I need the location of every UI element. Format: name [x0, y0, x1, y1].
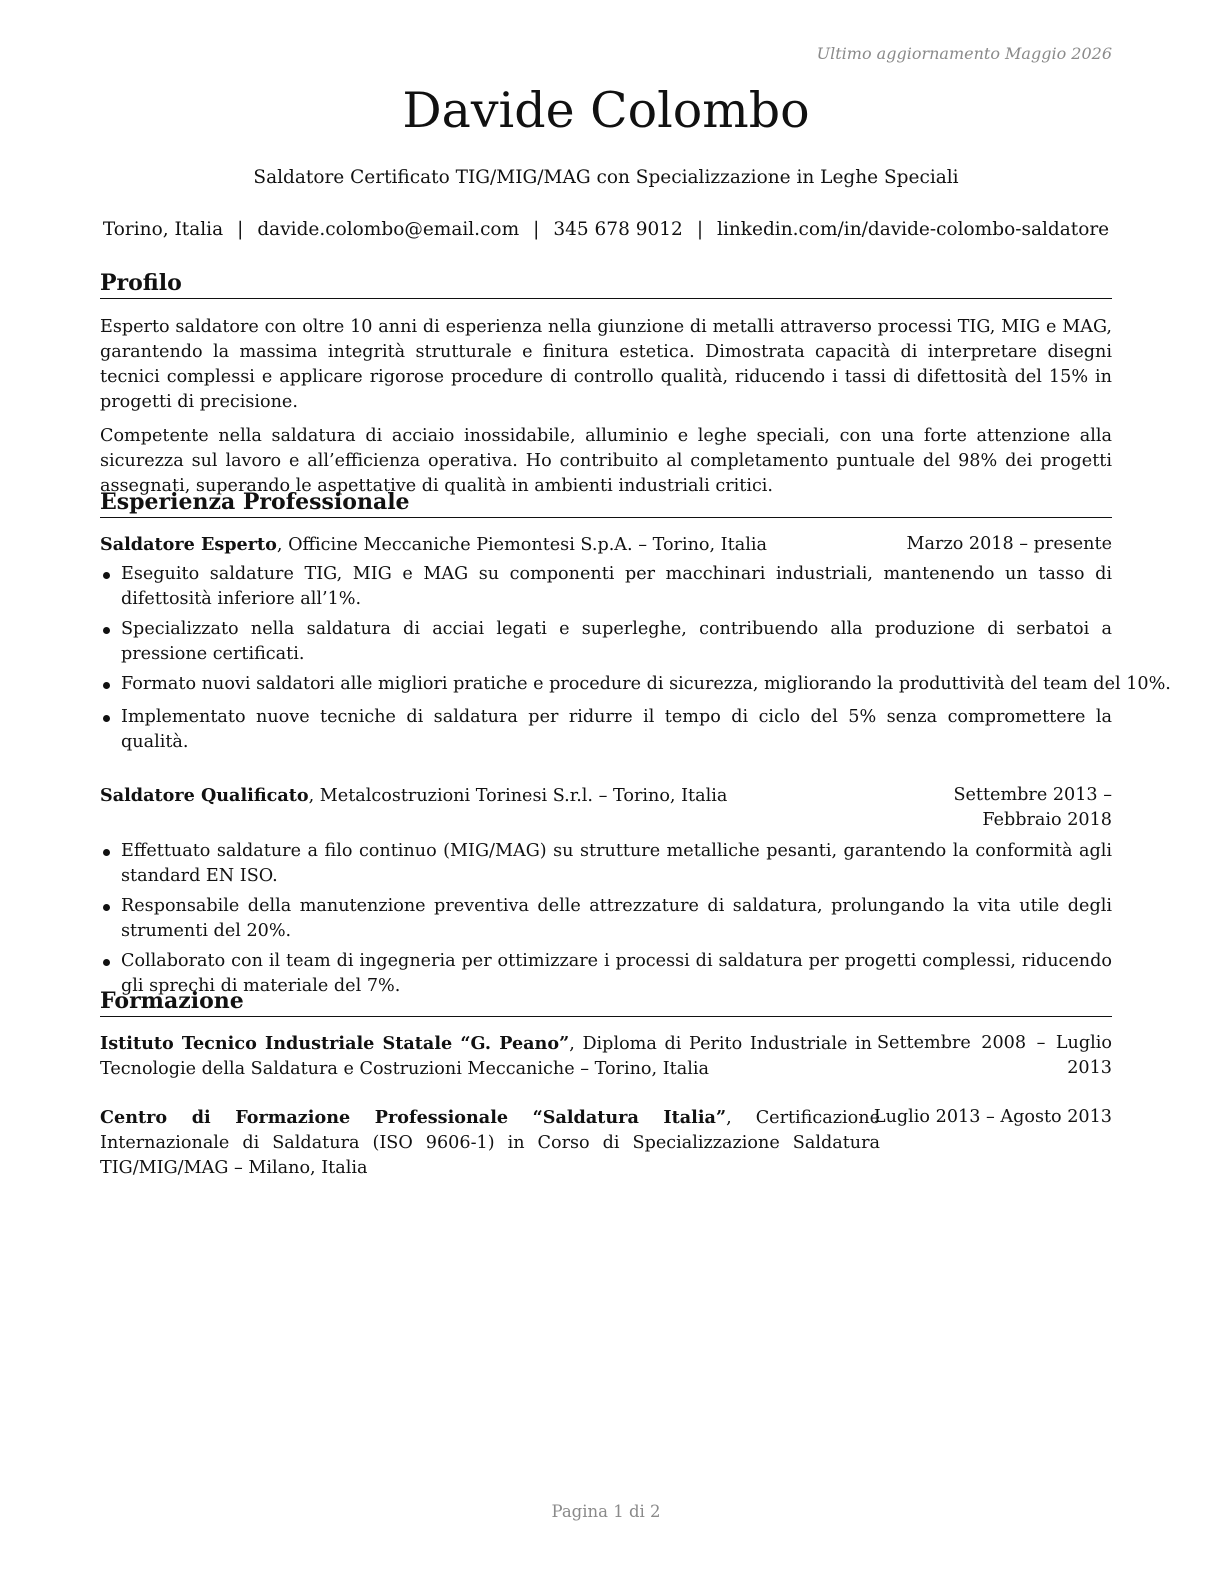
- education-dates: Luglio 2013 – Agosto 2013: [873, 1107, 1112, 1127]
- profile-paragraph: Esperto saldatore con oltre 10 anni di esperienza nella giunzione di metalli attraverso processi TIG, MIG e MAG, garantendo la massima integrità strutturale e finitura estetica. Dimostrata capacità di interpretare disegni tecnici complessi e applicare rigorose procedure di controllo qualità, riducendo i tassi di difettosità del 15% in progetti di precisione.: [100, 317, 1112, 412]
- contact-linkedin[interactable]: linkedin.com/in/davide-colombo-saldatore: [717, 219, 1110, 240]
- education-title: Formazione: [100, 988, 1112, 1017]
- profile-section: [100, 270, 1112, 499]
- last-updated: Ultimo aggiornamento Maggio 2026: [816, 44, 1112, 63]
- job-company: , Officine Meccaniche Piemontesi S.p.A. – Torino, Italia: [276, 535, 767, 555]
- candidate-subtitle: Saldatore Certificato TIG/MIG/MAG con Specializzazione in Leghe Speciali: [253, 167, 959, 188]
- job-dates: Settembre 2013 – Febbraio 2018: [953, 785, 1112, 830]
- job-role: Saldatore Qualificato: [100, 785, 309, 806]
- experience-section: [100, 489, 1171, 999]
- education-detail: , Certificazione Internazionale di Saldatura (ISO 9606-1) in Corso di Specializzazione Saldatura TIG/MIG/MAG – Milano, Italia: [100, 1108, 880, 1178]
- bullet-dot: [103, 715, 110, 722]
- job-header: [100, 783, 1112, 834]
- bullet-dot: [103, 627, 110, 634]
- contact-location: Torino, Italia: [102, 219, 224, 240]
- job-bullet: Collaborato con il team di ingegneria per ottimizzare i processi di saldatura per progetti complessi, riducendo gli sprechi di materiale del 7%.: [100, 949, 1112, 999]
- job-bullet: Implementato nuove tecniche di saldatura per ridurre il tempo di ciclo del 5% senza compromettere la qualità.: [100, 705, 1112, 755]
- contact-separator: |: [696, 219, 704, 240]
- job-company: , Metalcostruzioni Torinesi S.r.l. – Torino, Italia: [308, 786, 728, 806]
- education-detail: , Diploma di Perito Industriale in Tecnologie della Saldatura e Costruzioni Meccaniche – Torino, Italia: [100, 1034, 872, 1079]
- job-bullets: [100, 562, 1171, 755]
- job-bullet: Effettuato saldature a filo continuo (MIG/MAG) su strutture metalliche pesanti, garantendo la conformità agli standard EN ISO.: [100, 839, 1112, 889]
- bullet-dot: [103, 682, 110, 689]
- job-bullets: [100, 839, 1112, 999]
- page-number: Pagina 1 di 2: [551, 1502, 661, 1521]
- bullet-dot: [103, 849, 110, 856]
- education-school: Istituto Tecnico Industriale Statale “G. Peano”: [100, 1033, 570, 1054]
- bullet-dot: [103, 572, 110, 579]
- job-bullet: Formato nuovi saldatori alle migliori pratiche e procedure di sicurezza, migliorando la produttività del team del 10%.: [100, 672, 1112, 697]
- job-role: Saldatore Esperto: [100, 534, 277, 555]
- bullet-dot: [103, 959, 110, 966]
- education-entry: [100, 1031, 1112, 1082]
- contact-phone: 345 678 9012: [553, 219, 683, 240]
- job-bullet: Responsabile della manutenzione preventiva delle attrezzature di saldatura, prolungando la vita utile degli strumenti del 20%.: [100, 894, 1112, 944]
- bullet-dot: [103, 904, 110, 911]
- education-section: [100, 988, 1112, 1181]
- experience-title: Esperienza Professionale: [100, 489, 1112, 518]
- job-header: [100, 532, 1112, 558]
- contact-separator: |: [533, 219, 540, 240]
- contact-line: [100, 219, 1112, 240]
- job-entry: [100, 532, 1171, 755]
- contact-separator: |: [237, 219, 244, 240]
- profile-paragraph: Competente nella saldatura di acciaio inossidabile, alluminio e leghe speciali, con una forte attenzione alla sicurezza sul lavoro e all’efficienza operativa. Ho contribuito al completamento puntuale del 98% dei progetti assegnati, superando le aspettative di qualità in ambienti industriali critici.: [100, 426, 1112, 496]
- job-bullet: Specializzato nella saldatura di acciai legati e superleghe, contribuendo alla produzione di serbatoi a pressione certificati.: [100, 617, 1112, 667]
- education-dates: Settembre 2008 – Luglio 2013: [877, 1033, 1112, 1078]
- job-dates: Marzo 2018 – presente: [906, 534, 1112, 554]
- profile-title: Profilo: [100, 270, 1112, 299]
- education-entry: [100, 1105, 1112, 1181]
- contact-email[interactable]: davide.colombo@email.com: [257, 219, 520, 240]
- education-school: Centro di Formazione Professionale “Saldatura Italia”: [100, 1107, 727, 1128]
- resume-page: [100, 0, 1171, 1584]
- candidate-name: Davide Colombo: [402, 82, 810, 139]
- job-entry: [100, 783, 1112, 999]
- job-bullet: Eseguito saldature TIG, MIG e MAG su componenti per macchinari industriali, mantenendo un tasso di difettosità inferiore all’1%.: [100, 562, 1112, 612]
